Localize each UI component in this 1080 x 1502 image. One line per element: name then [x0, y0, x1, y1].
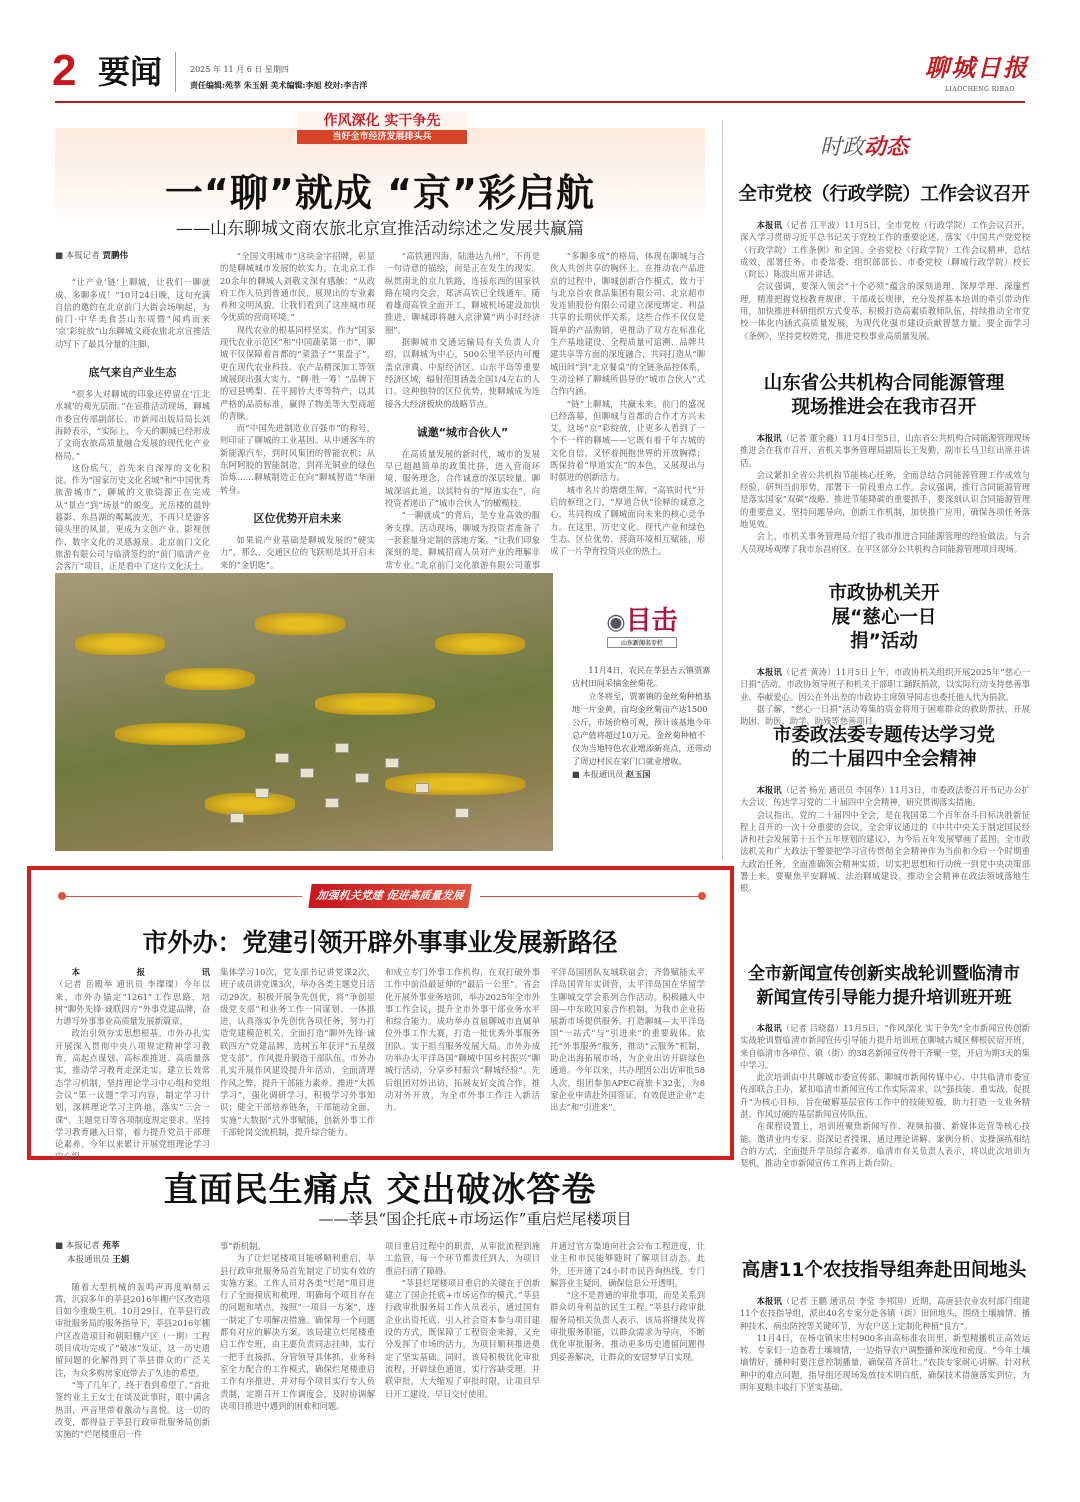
paragraph: 平洋岛国团队友城联谊会，齐鲁赋能太平洋岛国青年实训营，太平洋岛国在华留学生聊城交学会系列合作活动。积极融入中国—中东欧国家合作机制，为我市企业拓展新市场提供服务。打造聊城—太平洋岛国“一站式”与“引进来”的重要载体。依托“外事服务”服务，推动“云服务”机制，助企出海拓展市场，为企业出访开辟绿色通道。今年以来，共办理因公出访审批58人次，组团参加APEC商旅卡32张，为8家企业申请赴外国签证，有效促进企业“走出去”和“引进来”。 [550, 967, 705, 1113]
boxed-column-1 [55, 966, 210, 1162]
lead-byline: ■ 本报记者 贾鹏伟 [55, 251, 128, 261]
boxed-body [55, 966, 705, 1162]
paragraph: 11月5日上午，市政协机关组织开展2025年“慈心一日捐”活动。市政协领导班子和机关干部职工踊跃捐款，以实际行动支持慈善事业、奉献爱心。因公在外出差的市政协主席领导同志也委托他人代为捐款。 [740, 667, 1030, 702]
paragraph: 11月5日，全市党校（行政学院）工作会议召开，深入学习贯彻习近平总书记关于党校工作的重要论述，落实《中国共产党党校（行政学院）工作条例》和全国、全省党校（行政学院）工作会议精神，总结成效，部署任务。市委常委、组织部部长、市委党校（聊城行政学院）校长（院长）陈波出席并讲话。 [740, 220, 1030, 280]
paragraph: “全国文明城市”这块金字招牌，彰显的是聊城城市发展的软实力。在北京工作20余年的聊城人刘敬文深有感触：“从政府工作人员到普通市民，展现出的专业素养和文明风貌，让我们看到了这座城市现今优质的营商环境。” [220, 251, 375, 323]
column-subtitle: 山东新闻名专栏 [607, 637, 677, 648]
byline-reporter: （记者 董全鑫） [781, 433, 843, 443]
paragraph: 这份底气，首先来自深厚的文化积淀。作为“国家历史文化名城”和“中国优秀旅游城市”，聊城的文旅资源正在完成从“景点”到“场景”的蜕变。光岳楼的晨钟暮影、东昌湖的粼粼波光，不再只是游客镜头里的风景，更成为文创产业、影视创作、数字文化的灵感源泉。北京前门文化旅游有限公司与临清签约的“前门临清产业会客厅”项目，正是看中了这片文化沃土。 [55, 462, 210, 572]
paragraph: 为了让烂尾楼项目能够顺利重启，莘县行政审批服务局首先制定了切实有效的实施方案。工作人员对各类“烂尾”项目进行了全面摸底和梳理，明确每个项目存在的问题和堵点，按照“一项目一方案”，逐一制定了专项解决措施。确保每一个问题都有对应的解决方案。该局建立烂尾楼重启工作专班，由主要负责同志挂帅，实行一把手直接抓、分管领导具体抓、业务科室全力配合的工作模式，确保烂尾楼重启工作有序推进，并对每个项目实行专人负责制，定期召开工作调度会，及时协调解决项目推进中遇到的困难和问题。 [220, 1253, 375, 1411]
column-brand [572, 600, 712, 648]
byline-name: 苑莘 [102, 1241, 120, 1251]
paragraph: 11月4日至5日，山东省公共机构合同能源管理现场推进会在我市召开，省机关事务管理局副局长王发勤，副市长马卫红出席并讲话。 [740, 433, 1030, 468]
byline-label: ■ 本报记者 [55, 1241, 100, 1251]
series-banner-title: 作风深化 实干争先 [297, 112, 467, 130]
paragraph: 今年以来，市外办锚定“1261”工作思路，培树“聊外先锋·诚联四方”外事党建品牌，奋力谱写外事事业高质量发展新篇章。 [55, 979, 210, 1027]
caption-paragraph: 立冬将至，贾寨镇的金丝菊种植基地一片金黄，亩均金丝菊亩产达1500公斤，市场价格可观，预计该基地今年总产值将超过10万元。金丝菊种植不仅为当地特色农业增添新亮点，还带动了周边村民在家门口就业增收。 [572, 691, 712, 766]
lead-column-3 [385, 250, 540, 570]
article-headline: 市政协机关开展“慈心一日捐”活动 [828, 583, 940, 652]
column-name: 目击 [625, 606, 678, 636]
paragraph: 集体学习10次，党支部书记讲党课2次，班子成员讲党课3次，举办各类主题党日活动29次。积极开展争先创优，将“争创星级党支部”和业务工作一同谋划、一体推进，认真落实争先创优各项任务，努力打造党建模范机关，全面打造“聊外先锋·诚联四方”党建品牌，选树五年获评“五星级党支部”。作风提升锻造干部队伍。市外办扎实开展作风建设提升年活动，全面清理作风之弊，提升干部能力素养。推进“大抓学习”，强化调研学习，积极学习外事知识；健全干部培养链条，干部能动全面，实施“大数据”式外事赋能，创新外事工作干部轮岗交流机制，提升综合能力。 [220, 967, 375, 1137]
section-title: 要闻 [98, 53, 163, 91]
subheading: 底气来自产业生态 [88, 366, 177, 380]
series-banner-subtitle: 当好全市经济发展排头兵 [297, 130, 467, 144]
editor-credits: 责任编辑:苑莘 朱玉娟 美术编辑:李旭 校对:李吉洋 [190, 80, 368, 90]
page-number: 2 [52, 46, 77, 95]
lead-headline: 一“聊”就成 “京”彩启航 [164, 171, 596, 215]
paragraph: 此次培训由中共聊城市委宣传部、聊城市新闻传媒中心、中共临清市委宣传部联合主办，紧扣临清市新闻宣传工作实际需求，以“强技能、重实战、促提升”为核心目标，旨在破解基层宣传工作中的技能短板，助力打造一支业务精湛、作风过硬的基层新闻宣传队伍。 [740, 1072, 1030, 1120]
paragraph: “等了几年了，终于看到希望了。”首批签约业主王女士在谈及此事时，眼中满含热泪，声音里带着激动与喜悦。这一切的改变，都得益于莘县行政审批服务局创新实施的“烂尾楼重启一件 [55, 1379, 210, 1440]
news-brief [738, 724, 1030, 950]
paragraph: “让产业‘链’上聊城，让我们一聊就成、多聊多成！”10月24日晚，这句充满自信的邀约在北京前门大街会场响起，为前门·中华美食荟山东周暨“闻鸡而来 ‘京’彩绽放”山东聊城文商农旅北京宣推活动写下了最具分量的注脚。 [55, 277, 210, 349]
byline-label: 本报讯 [756, 433, 782, 443]
header-rule [55, 101, 1025, 103]
lower-column-2 [220, 1240, 375, 1485]
paragraph: 在高质量发展的新时代，城市的发展早已超越简单的政策比拼，进入营商环境、服务理念、合作诚意的深层较量。聊城深谙此道，以其特有的“厚道实在”，向投资者递出了“城市合伙人”的橄榄枝。 [385, 448, 540, 509]
byline-name: 贾鹏伟 [102, 251, 128, 261]
boxed-column-2 [220, 966, 375, 1146]
paragraph: “这不是普通的审批事项，而是关系到群众切身利益的民生工程。”莘县行政审批服务局相关负责人表示，该局将继续发挥审批服务职能，以群众需求为导向，不断优化审批服务，推动更多历史遗留问题得到妥善解决，让群众的安居梦早日实现。 [550, 1290, 705, 1362]
boxed-column-4 [550, 966, 705, 1146]
byline-label: 本报讯 [756, 667, 783, 677]
byline-label: 本报讯 [756, 1296, 782, 1306]
paragraph: 据聊城市交通运输局有关负责人介绍，以聊城为中心，500公里半径内可覆盖京津冀、中原经济区、山东半岛等重要经济区域，辐射范围涵盖全国1/4左右的人口。这种独特的区位优势，使聊城成为连接各大经济板块的战略节点。 [385, 337, 540, 409]
paragraph: “一聊就成”的背后，是专业高效的服务支撑。活动现场，聊城为投资者准备了一套套量身定制的落地方案。“让我们印象深刻的是，聊城招商人员对产业的理解非常专业。”北京前门文化旅游有限公司董事 [385, 510, 540, 570]
article-body [738, 432, 1030, 572]
paragraph: 并通过官方渠道向社会公布工程进度，让业主和市民能够随时了解项目动态。此外，还开通了24小时市民咨询热线，专门解答业主疑问，确保信息公开透明。 [550, 1241, 705, 1288]
paragraph: “链”上聊城，共赢未来。前门的盛况已经落幕，但聊城与首都的合作才方兴未艾。这场“京”彩绽放，让更多人看到了一个不一样的聊城——它既有着千年古城的文化自信，又怀着拥抱世界的开放胸襟；既保持着“厚道实在”的本色，又展现出与时俱进的创新活力。 [550, 398, 705, 483]
party-building-banner: 加强机关党建 促进高质量发展 [308, 884, 471, 908]
byline-name: 王娟 [112, 1255, 130, 1266]
boxed-column-3 [385, 966, 540, 1146]
column-divider [722, 120, 723, 860]
credit-name: 赵玉国 [625, 769, 651, 779]
byline-reporter: （记者 黄涛） [782, 667, 836, 677]
paragraph: 会议强调，要深入领会“十个必须”蕴含的深刻道理、深厚学理、深邃哲理，精准把握党校教育规律、干部成长规律，充分发挥基本培训的牵引带动作用，加快推进科研组织方式变革，积极打造高素质教师队伍，持续推动全市党校一体化内涵式高质量发展，为现代化强市建设贡献智慧力量。要全面学习《条例》，坚持党校姓党，推进党校事业高质量发展。 [740, 281, 1030, 341]
paragraph: 随着大型机械的轰鸣声再度响彻云霄，沉寂多年的莘县2016年棚户区改造项目如今重焕生机。10月29日，在莘县行政审批服务局的服务指导下，莘县2016年棚户区改造项目和朝阳棚户区（一期）工程项目成功完成了“破冰”发证，这一历史遗留问题的化解得到了莘县群众的广泛关注，为众多购房家庭带去了久违的希望。 [55, 1281, 210, 1378]
paragraph: 11月5日，“作风深化 实干争先”全市新闻宣传创新实战轮训暨临清市新闻宣传引导能力提升培训班在聊城古城区柳根民宿开班，来自临清市各单位、镇（街）的38名新闻宣传骨干齐聚一堂，开启为期3天的集中学习。 [740, 1023, 1030, 1070]
byline-label: 本报通讯员 [67, 1255, 110, 1266]
paragraph: 11月4日，在杨屯镇宋庄村900多亩高标准农田里，新型精播机正高效运转。专家们一边查看土壤墒情，一边指导农户调整播种深度和密度。“今年土壤墒情好，播种时要注意控制播量，确保苗齐苗壮。”农技专家耐心讲解。针对秋种中的难点问题，指导组还现场发放技术明白纸，确保技术措施落实到位，为明年夏粮丰收打下坚实基础。 [740, 1332, 1030, 1393]
paragraph: “莘县烂尾楼项目重启的关键在于创新建立了国企托底+市场运作的模式。”莘县行政审批服务局工作人员表示，通过国有企业出资托底、引入社会资本参与项目建设的方式，既保障了工程资金来源，又充分发挥了市场的活力，为项目顺利推进奠定了坚实基础。同时，该局积极优化审批流程，开辟绿色通道，实行容缺受理、并联审批，大大缩短了审批时限，让项目早日开工建设、早日交付使用。 [385, 1277, 540, 1399]
article-headline: 山东省公共机构合同能源管理现场推进会在我市召开 [763, 373, 1005, 418]
byline-label: 本报记者 [65, 251, 100, 261]
lead-subtitle: ——山东聊城文商农旅北京宣推活动综述之发展共赢篇 [176, 219, 584, 239]
logo-part: 时政 [820, 135, 865, 160]
byline-reporters: （记者 岳殿举 通讯员 李璨璨） [55, 979, 184, 990]
byline [55, 1254, 210, 1266]
paragraph: 政治引领夯实思想根基。市外办扎实开展深入贯彻中央八项规定精神学习教育，高起点谋划、高标准推进、高质量落实，推动学习教育走深走实。建立长效常态学习机制，坚持理论学习中心组和党组会议“第一议题”学习内容，制定学习计划，深耕理论学习主阵地，落实“三会一课”、主题党日等各项制度规定要求。坚持学习教育融入日常，着力提升党员干部理论素养。今年以来累计开展党组理论学习中心组 [55, 1028, 210, 1162]
paragraph: 和成立专门外事工作机构，在双打破外事工作中前沿最延伸的“最后一公里”。省会化开展外事业务培训，举办2025年全市外事工作会议，提升全市外事干部业务水平和综合能力。成功举办首届聊城市直属单位外事工作大赛，打造一批优秀外事服务团队。实干担当服务发展大局。市外办成功举办太平洋岛国“聊城中国乡村振兴”聊城行活动，分享乡村振兴“聊城经验”。先后组团对外出访，拓展友好交流合作，推动对外开放，为全市外事工作注入新活力。 [385, 967, 540, 1113]
paragraph: 会议指出，党的二十届四中全会，是在我国第二个百年奋斗目标决胜新征程上召开的一次十分重要的会议。全会审议通过的《中共中央关于制定国民经济和社会发展第十五个五年规划的建议》，为今后五年发展擘画了蓝图。全市政法机关和广大政法干警要把学习宣传贯彻全会精神作为当前和今后一个时期重大政治任务，全面准确领会精神实质，切实把思想和行动统一到党中央决策部署上来。要聚焦平安聊城、法治聊城建设，推动全会精神在政法领域落地生根。 [740, 809, 1030, 894]
section-logo-politics-news [820, 130, 908, 161]
lower-column-4 [550, 1240, 705, 1485]
paragraph: “高铁通四海，陆港达九州”，不再是一句诗意的描绘，而是正在发生的现实。纵贯南北的京九铁路，连接东西的国家铁路在境内交会，郑济高铁已全线通车。随着雄商高铁全面开工，聊城机场建设加快推进，聊城即将融入京津冀“两小时经济圈”。 [385, 251, 540, 335]
paragraph: 会议紧扣全省公共机构节能核心任务，全面总结合同能源管理工作成效与经验，研判当前形势，部署下一阶段重点工作。会议强调，推行合同能源管理是落实国家“双碳”战略、推进节能降碳的重要抓手，要深刻认识合同能源管理的重要意义，坚持问题导向，创新工作机制，加快推广应用，确保各项任务落地见效。 [740, 469, 1030, 530]
lower-body [55, 1240, 705, 1485]
paragraph: 在课程设置上，培训班聚焦新闻写作、视频拍摄、新媒体运营等核心技能，邀请业内专家、资深记者授课，通过理论讲解、案例分析、实操演练相结合的方式，全面提升学员综合素养。临清市有关负责人表示，将以此次培训为契机，推动全市新闻宣传工作再上新台阶。 [740, 1121, 1030, 1169]
lower-column-3 [385, 1240, 540, 1485]
series-banner [297, 112, 467, 146]
byline-label: 本报讯 [756, 785, 782, 795]
news-brief [738, 582, 1030, 727]
newspaper-logo: 聊城日报 [925, 53, 1029, 82]
news-brief [738, 1259, 1030, 1485]
byline-reporter: （记者 杨光 通讯员 李国华） [781, 785, 890, 795]
news-brief [738, 372, 1030, 572]
header-divider [175, 52, 176, 92]
lower-subtitle: ——莘县“国企托底+市场运作”重启烂尾楼项目 [318, 1210, 632, 1228]
paragraph: 而“中国先进制造业百强市”的称号，则印证了聊城的工业基因。从中通客车的新能源汽车，到时风集团的智能农机；从东阿阿胶的智能制造，到祥光铜业的绿色冶炼……聊城制造正在向“聊城智造”华丽转身。 [220, 423, 375, 495]
subheading: 区位优势开启未来 [253, 511, 342, 525]
camera-lens-icon: ◉ [606, 609, 626, 635]
paragraph: “多聊多成”的格局，体现在聊城与合伙人共创共享的胸怀上。在推动农产品进京的过程中，聊城创新合作模式，致力于与北京首农食品集团有限公司、北京超市发连锁股份有限公司建立深度绑定、利益共享的长期伙伴关系。这些合作不仅仅是简单的产品购销，更推动了双方在标准化生产基地建设、全程质量可追溯、品牌共建共享等方面的深度融合，共同打造从“聊城田间”到“北京餐桌”的全链条品控体系，生动诠释了聊城所倡导的“城市合伙人”式合作内涵。 [550, 251, 705, 397]
paragraph: “很多人对聊城的印象还停留在‘江北水城’的观光层面。”在宣推活动现场，聊城市委宣传部副部长、市新闻出版局局长刘海龄表示，“实际上，今天的聊城已经形成了文商农旅高质量融合发展的现代化产业格局。” [55, 389, 210, 461]
byline-label: 本报讯 [756, 220, 783, 230]
byline-reporter: （记者 吕晓磊） [781, 1023, 844, 1033]
decorative-dot [698, 892, 706, 900]
article-headline: 市委政法委专题传达学习党的二十届四中全会精神 [772, 725, 995, 770]
article-body [738, 666, 1030, 727]
photo-caption [572, 600, 712, 781]
decorative-line [480, 896, 700, 897]
lead-column-1 [55, 250, 210, 572]
paragraph: 现代农业的根基同样坚实。作为“国家现代农业示范区”和“中国蔬菜第一市”，聊城不仅保障着首都的“菜篮子”“果盘子”，更在现代农业科技、农产品精深加工等领域展现出强大实力。“聊·胜一筹！”品牌下的冠县鸭梨、茌平圆铃大枣等特产，以其严格的品质标准，赢得了物美等大型商超的青睐。 [220, 324, 375, 421]
news-brief [738, 962, 1030, 1246]
subheading: 诚邀“城市合伙人” [416, 425, 509, 439]
lead-column-4 [550, 250, 705, 555]
issue-date: 2025 年 11 月 6 日 星期四 [190, 65, 289, 74]
boxed-headline: 市外办：党建引领开辟外事事业发展新路径 [142, 928, 618, 957]
paragraph: 项目重启过程中的职责，从审批流程到施工监管，每一个环节都责任到人，为项目重启扫清了障碍。 [385, 1241, 540, 1276]
article-body [738, 784, 1030, 950]
lead-column-2 [220, 250, 375, 570]
article-body [738, 1295, 1030, 1485]
newspaper-logo-english: LIAOCHENG RIBAO [945, 86, 1015, 93]
credit-label: ■ 本报通讯员 [572, 769, 624, 779]
logo-part: 动态 [864, 135, 909, 160]
paragraph: 近期，高唐县农业农村部门组建11个农技指导组，派出40名专家分赴各镇（街）田间地头，围绕土壤墒情、播种技术、病虫防控等关键环节，为农户送上定制化种植“良方”。 [740, 1296, 1030, 1331]
lead-body [55, 250, 705, 572]
paragraph: 11月3日，市委政法委召开书记办公扩大会议，传达学习党的二十届四中全会精神，研究贯彻落实措施。 [740, 785, 1030, 808]
paragraph: 会上，市机关事务管理局介绍了我市推进合同能源管理的经验做法。与会人员现场观摩了我市东昌府区、在平区部分公共机构合同能源管理项目现场。 [740, 531, 1030, 554]
byline-label: 本报讯 [756, 1023, 782, 1033]
article-body [738, 219, 1030, 365]
article-headline: 全市新闻宣传创新实战轮训暨临清市新闻宣传引导能力提升培训班开班 [748, 964, 1020, 1008]
article-body [738, 1022, 1030, 1246]
paragraph: 如果说产业基础是聊城发展的“硬实力”，那么，交通区位的飞跃则是其开启未来的“金钥匙”。 [220, 534, 375, 570]
news-photo-chrysanthemum-field [55, 573, 553, 851]
byline-label: 本报讯 [71, 967, 210, 977]
paragraph: 事”新机制。 [220, 1241, 266, 1251]
caption-paragraph: 11月4日，农民在莘县古云镇贾寨店村田间采摘金丝菊花。 [572, 665, 711, 688]
article-headline: 高唐11个农技指导组奔赴田间地头 [741, 1260, 1027, 1281]
paragraph: 城市名片的熠熠生辉，“高铁时代”开启的枢纽之门，“厚道合伙”诠释的诚意之心，共同构成了聊城面向未来的核心竞争力。在这里，历史文化、现代产业和绿色生态、区位优势、营商环境相互赋能，形成了一片孕育投资兴业的热土。 [550, 484, 705, 557]
paragraph: 据了解，“慈心一日捐”活动筹集的资金将用于困难群众的救助帮扶，开展助困、助医、助学、助残等慈善项目。 [740, 703, 1030, 727]
lower-column-1 [55, 1240, 210, 1485]
decorative-line [62, 896, 302, 897]
byline [55, 1240, 210, 1252]
article-headline: 全市党校（行政学院）工作会议召开 [738, 184, 1030, 205]
decorative-dot [58, 892, 66, 900]
byline-reporter: （记者 王鹏 通讯员 李莹 李邦国） [781, 1296, 912, 1306]
byline-reporter: （记者 江平波） [782, 220, 845, 230]
lower-headline: 直面民生痛点 交出破冰答卷 [163, 1170, 597, 1210]
news-brief [738, 183, 1030, 365]
